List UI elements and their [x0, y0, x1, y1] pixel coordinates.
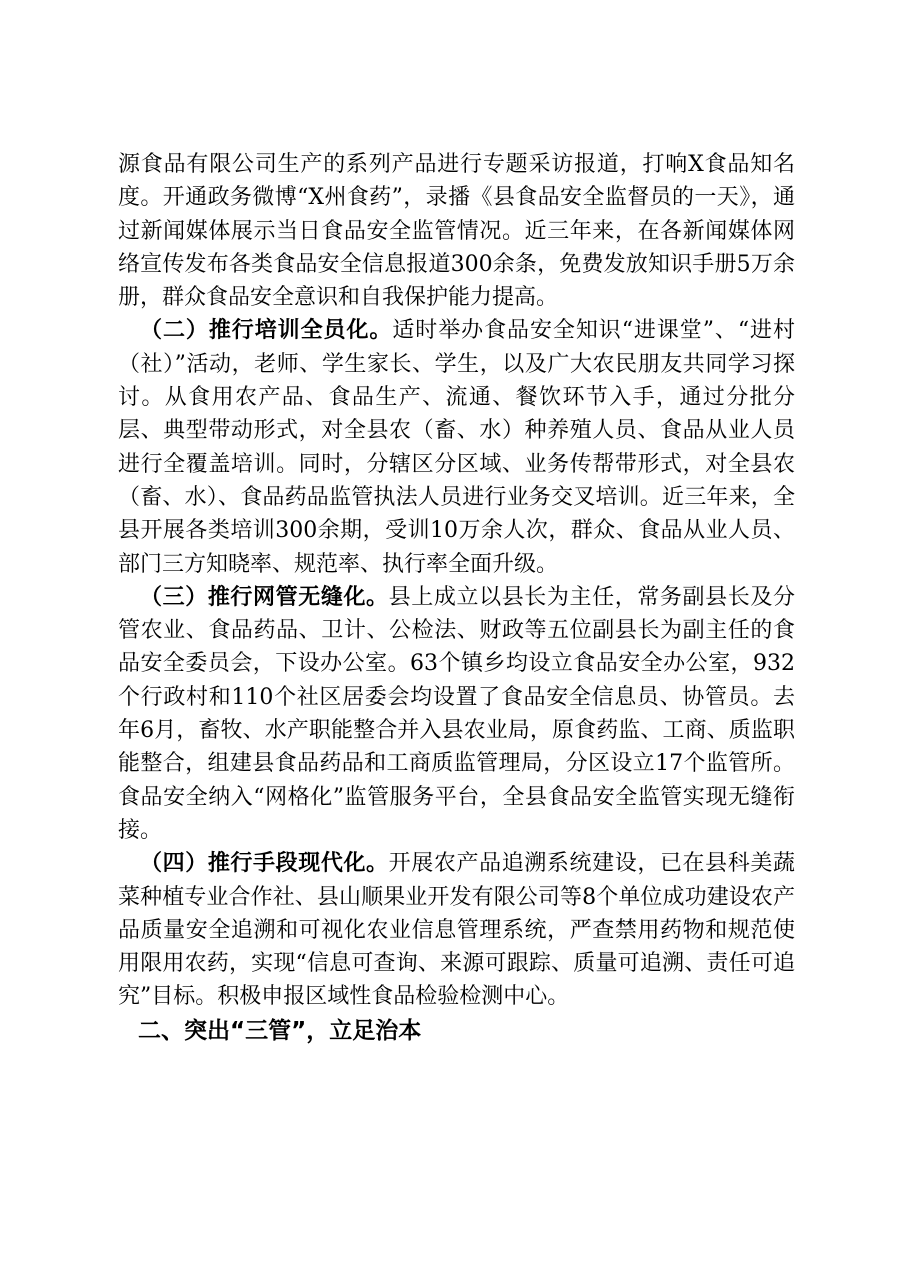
- paragraph-network: [118, 581, 795, 847]
- paragraph-lead: （四）推行手段现代化。: [140, 850, 389, 877]
- paragraph-text: 源食品有限公司生产的系列产品进行专题采访报道，打响X食品知名度。开通政务微博“X州食药”，录播《县食品安全监督员的一天》，通过新闻媒体展示当日食品安全监管情况。近三年来，在各新闻媒体网络宣传发布各类食品安全信息报道300余条，免费发放知识手册5万余册，群众食品安全意识和自我保护能力提高。: [118, 152, 795, 311]
- paragraph-text: 县上成立以县长为主任，常务副县长及分管农业、食品药品、卫计、公检法、财政等五位副县长为副主任的食品安全委员会，下设办公室。63个镇乡均设立食品安全办公室，932个行政村和110个社区居委会均设置了食品安全信息员、协管员。去年6月，畜牧、水产职能整合并入县农业局，原食药监、工商、质监职能整合，组建县食品药品和工商质监管理局，分区设立17个监管所。食品安全纳入“网格化”监管服务平台，全县食品安全监管实现无缝衔接。: [118, 584, 795, 843]
- paragraph-text: 开展农产品追溯系统建设，已在县科美蔬菜种植专业合作社、县山顺果业开发有限公司等8个单位成功建设农产品质量安全追溯和可视化农业信息管理系统，严查禁用药物和规范使用限用农药，实现“信息可查询、来源可跟踪、质量可追溯、责任可追究”目标。积极申报区域性食品检验检测中心。: [118, 851, 795, 1010]
- paragraph-modernization: [118, 847, 795, 1013]
- paragraph-text: 适时举办食品安全知识“进课堂”、“进村（社）”活动，老师、学生家长、学生，以及广大农民朋友共同学习探讨。从食用农产品、食品生产、流通、餐饮环节入手，通过分批分层、典型带动形式，对全县农（畜、水）种养殖人员、食品从业人员进行全覆盖培训。同时，分辖区分区域、业务传帮带形式，对全县农（畜、水）、食品药品监管执法人员进行业务交叉培训。近三年来，全县开展各类培训300余期，受训10万余人次，群众、食品从业人员、部门三方知晓率、规范率、执行率全面升级。: [118, 318, 795, 577]
- paragraph-continued: [118, 148, 795, 314]
- section-heading: 二、突出“三管”，立足治本: [138, 1017, 422, 1044]
- paragraph-training: [118, 314, 795, 580]
- paragraph-lead: （三）推行网管无缝化。: [140, 583, 389, 610]
- paragraph-lead: （二）推行培训全员化。: [140, 317, 393, 344]
